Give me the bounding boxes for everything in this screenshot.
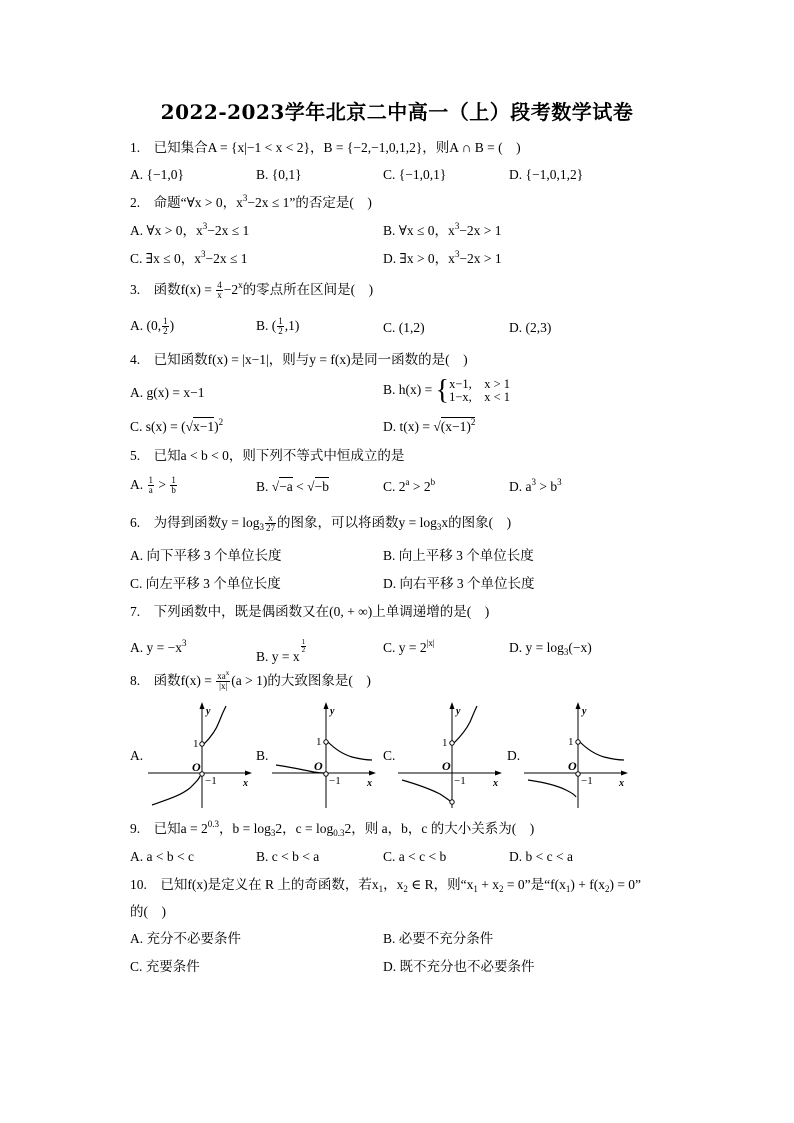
q7-option-c: C. $y = 2^{|x|}$ [383,638,435,655]
q6-option-b: B. 向上平移 3 个单位长度 [383,548,534,563]
q2-option-d: D. ∃x > 0，$x^3-2x > 1$ [383,249,502,266]
q8d-neg-one: −1 [581,775,593,787]
q4-option-b: B. h(x) = { x−1, x > 1 1−x, x < 1 [383,375,511,406]
q1-option-c: C. {−1,0,1} [383,167,447,182]
q5-option-c: C. $2^a > 2^b$ [383,477,436,494]
q8c-neg-one: −1 [454,775,466,787]
q7-option-a: A. $y = -x^3$ [130,638,187,655]
q5-option-d: D. $a^3 > b^3$ [509,477,562,494]
q2-option-a: A. ∀x > 0，$x^3-2x \le 1$ [130,221,250,238]
q8-option-c-label: C. [383,748,396,763]
q8c-one: 1 [442,737,448,749]
question-3-stem: 3. 函数f(x) = $\frac{4}{x}$ $-2^x$的零点所在区间是( ) [130,280,374,301]
q10-option-b: B. 必要不充分条件 [383,931,494,946]
q9-option-d: D. b < c < a [509,849,573,864]
question-6-stem: 6. 为得到函数$y = \log_3$ $\frac{x}{27}$ 的图象，可以将函数$y = \log_3x$的图象( ) [130,513,512,534]
q3-option-c: C. (1,2) [383,320,425,335]
q8d-origin: O [568,759,577,773]
q8a-one: 1 [193,738,199,750]
q1-option-b: B. {0,1} [256,167,302,182]
question-10-stem: 10. 已知f(x)是定义在 R 上的奇函数，若$x_1$，$x_2$ ∈ R，则“$x_1 + x_2 = 0$”是“$f(x_1) + f(x_2) = 0$” [130,877,642,894]
q1-option-d: D. {−1,0,1,2} [509,167,584,182]
q8d-one: 1 [568,736,574,748]
q8b-one: 1 [316,736,322,748]
q8-graph-b [272,700,378,810]
q8c-x-label: x [493,778,498,789]
q1-option-a: A. {−1,0} [130,167,184,182]
q9-option-a: A. a < b < c [130,849,194,864]
q2-option-c: C. ∃x ≤ 0，$x^3-2x \le 1$ [130,249,248,266]
q8a-y-label: y [206,706,211,717]
q8d-y-label: y [582,706,587,717]
q5-option-a: A. $\frac{1}{a}$ > $\frac{1}{b}$ [130,475,176,496]
q3-option-d: D. (2,3) [509,320,552,335]
q8c-y-label: y [456,706,461,717]
q10-option-d: D. 既不充分也不必要条件 [383,959,535,974]
q8-graph-d [524,700,630,810]
question-10-stem-line2: 的( ) [130,904,166,919]
q9-option-b: B. c < b < a [256,849,320,864]
q8c-origin: O [442,759,451,773]
q7-option-d: D. $y = \log_3(-x)$ [509,640,592,657]
q8a-origin: O [192,760,201,774]
question-9-stem: 9. 已知$a = 2^{0.3}$，$b = \log_32$，$c = \log_{0.3}2$，则 a，b，c 的大小关系为( ) [130,819,535,838]
question-2-stem: 2. 命题“∀x > 0，$x^3-2x \le 1$”的否定是( ) [130,193,372,210]
question-4-stem: 4. 已知函数f(x) = |x−1|，则与y = f(x)是同一函数的是( ) [130,352,468,367]
q5-option-b: B. √−a < √−b [256,479,329,494]
q8-graph-c [398,700,504,810]
q6-option-c: C. 向左平移 3 个单位长度 [130,576,281,591]
question-8-stem: 8. 函数f(x) = $\frac{xa^x}{|x|}$ (a > 1)的大致图象是( ) [130,669,371,692]
page-title: 2022-2023学年北京二中高一（上）段考数学试卷 [160,100,634,124]
q7-option-b: B. y = x $\frac{1}{2}$ [256,638,306,664]
q8-option-a-label: A. [130,748,144,763]
q8b-x-label: x [367,778,372,789]
q6-option-a: A. 向下平移 3 个单位长度 [130,548,282,563]
question-7-stem: 7. 下列函数中，既是偶函数又在(0, + ∞)上单调递增的是( ) [130,604,490,619]
question-5-stem: 5. 已知a < b < 0，则下列不等式中恒成立的是 [130,448,405,463]
q8-graph-a [148,700,254,810]
q8-option-d-label: D. [507,748,521,763]
q6-option-d: D. 向右平移 3 个单位长度 [383,576,535,591]
q3-option-b: B. ( $\frac{1}{2}$ ,1) [256,316,300,337]
q8a-x-label: x [243,778,248,789]
q8b-y-label: y [330,706,335,717]
q8a-neg-one: −1 [205,775,217,787]
q2-option-b: B. ∀x ≤ 0，$x^3-2x > 1$ [383,221,502,238]
q4-option-c: C. $s(x) = (√x-1)^2$ [130,417,224,434]
q8b-neg-one: −1 [329,775,341,787]
q8d-x-label: x [619,778,624,789]
q10-option-a: A. 充分不必要条件 [130,931,241,946]
q3-option-a: A. (0, $\frac{1}{2}$ ) [130,316,175,337]
question-1-stem: 1. 已知集合A = {x|−1 < x < 2}，B = {−2,−1,0,1,2}，则A ∩ B = ( ) [130,140,521,155]
q9-option-c: C. a < c < b [383,849,447,864]
q8b-origin: O [314,759,323,773]
q4-option-d: D. $t(x) = √(x-1)^2$ [383,417,476,434]
q8-option-b-label: B. [256,748,269,763]
q4-option-a: A. g(x) = x−1 [130,385,205,400]
q10-option-c: C. 充要条件 [130,959,200,974]
